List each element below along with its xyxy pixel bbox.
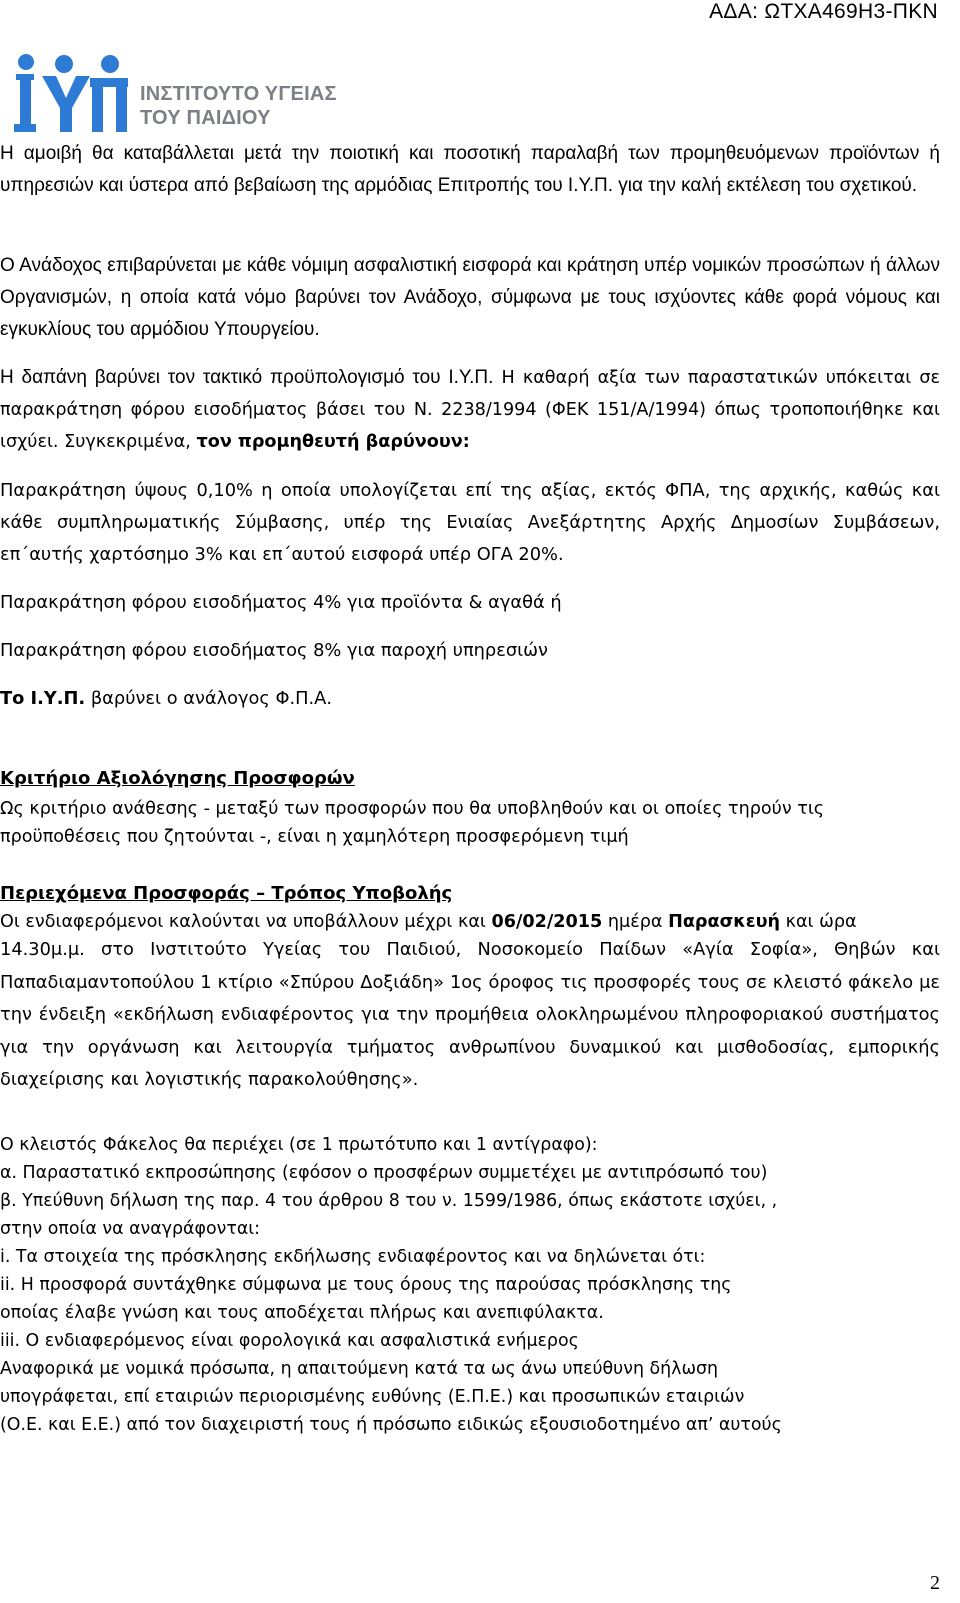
envelope-line: iii. Ο ενδιαφερόμενος είναι φορολογικά και ασφαλιστικά ενήμερος [0,1331,579,1351]
envelope-line: β. Υπεύθυνη δήλωση της παρ. 4 του άρθρου 8 του ν. 1599/1986, όπως εκάστοτε ισχύει, , [0,1191,778,1211]
envelope-line: Αναφορικά με νομικά πρόσωπα, η απαιτούμενη κατά τα ως άνω υπεύθυνη δήλωση [0,1359,719,1379]
submission-day: Παρασκευή [668,912,780,932]
vat-bold: Το Ι.Υ.Π. [0,688,86,709]
criteria-line-1: Ως κριτήριο ανάθεσης - μεταξύ των προσφορών που θα υποβληθούν και οι οποίες τηρούν τις [0,799,825,819]
logo-text [140,82,337,130]
envelope-line: οποίας έλαβε γνώση και τους αποδέχεται πλήρως και ανεπιφύλακτα. [0,1303,604,1323]
paragraph-vat [0,685,332,713]
budget-part-2: Η καθαρή αξία των παραστατικών υπόκειται σε παρακράτηση φόρου εισοδήματος βάσει του Ν. 2238/1994 (ΦΕΚ 151/Α/1994) όπως τροποποιήθηκε και ισχύει. Συγκεκριμένα, [0,368,940,452]
institute-logo [12,52,352,140]
envelope-line: Ο κλειστός Φάκελος θα περιέχει (σε 1 πρωτότυπο και 1 αντίγραφο): [0,1135,598,1155]
budget-part-1: Η δαπάνη βαρύνει τον τακτικό προϋπολογισμό του Ι.Υ.Π. [0,367,494,388]
envelope-line: (Ο.Ε. και Ε.Ε.) από τον διαχειριστή τους ή πρόσωπο ειδικώς εξουσιοδοτημένο απ’ αυτούς [0,1415,782,1435]
submission-date: 06/02/2015 [491,912,603,932]
paragraph-tax-services: Παρακράτηση φόρου εισοδήματος 8% για παροχή υπηρεσιών [0,640,548,661]
submission-heading: Περιεχόμενα Προσφοράς – Τρόπος Υποβολής [0,883,453,904]
envelope-contents [0,1131,940,1439]
page-number: 2 [930,1572,940,1594]
envelope-line: στην οποία να αναγράφονται: [0,1219,261,1239]
paragraph-contractor: Ο Ανάδοχος επιβαρύνεται με κάθε νόμιμη ασφαλιστική εισφορά και κράτηση υπέρ νομικών προσώπων ή άλλων Οργανισμών, η οποία κατά νόμο βαρύνει τον Ανάδοχο, σύμφωνα με τους ισχύοντες κάθε φορά νόμους και εγκυκλίους του αρμόδιου Υπουργείου. [0,255,940,340]
criteria-line-2: προϋποθέσεις που ζητούνται -, είναι η χαμηλότερη προσφερόμενη τιμή [0,827,629,847]
paragraph-withholding: Παρακράτηση ύψους 0,10% η οποία υπολογίζεται επί της αξίας, εκτός ΦΠΑ, της αρχικής, καθώς και κάθε συμπληρωματικής Σύμβασης, υπέρ της Ενιαίας Ανεξάρτητης Αρχής Δημοσίων Συμβάσεων, επ΄αυτής χαρτόσημο 3% και επ΄αυτού εισφορά υπέρ ΟΓΑ 20%. [0,480,940,565]
paragraph-payment: Η αμοιβή θα καταβάλλεται μετά την ποιοτική και ποσοτική παραλαβή των προμηθευόμενων προϊόντων ή υπηρεσιών και ύστερα από βεβαίωση της αρμόδιας Επιτροπής του Ι.Υ.Π. για την καλή εκτέλεση του σχετικού. [0,143,940,196]
submission-text-b: ημέρα [602,912,669,932]
submission-line-1 [0,908,857,936]
envelope-line: i. Τα στοιχεία της πρόσκλησης εκδήλωσης ενδιαφέροντος και να δηλώνεται ότι: [0,1247,706,1267]
logo-line-2: ΤΟΥ ΠΑΙΔΙΟΥ [140,107,271,129]
envelope-line: ii. Η προσφορά συντάχθηκε σύμφωνα με τους όρους της παρούσας πρόσκλησης της [0,1275,732,1295]
paragraph-budget [0,362,940,458]
logo-line-1: ΙΝΣΤΙΤΟΥΤΟ ΥΓΕΙΑΣ [140,83,337,105]
submission-rest: 14.30μ.μ. στο Ινστιτούτο Υγείας του Παιδιού, Νοσοκομείο Παίδων «Αγία Σοφία», Θηβών και Παπαδιαμαντοπούλου 1 κτίριο «Σπύρου Δοξιάδη» 1ος όροφος τις προσφορές τους σε κλειστό φάκελο με την ένδειξη «εκδήλωση ενδιαφέροντος για την προμήθεια ολοκληρωμένου πληροφοριακού συστήματος για την οργάνωση και λειτουργία τμήματος ανθρωπίνου δυναμικού και μισθοδοσίας, εμπορικής διαχείρισης και λογιστικής παρακολούθησης». [0,939,940,1090]
submission-text-a: Οι ενδιαφερόμενοι καλούνται να υποβάλλουν μέχρι και [0,912,492,932]
submission-text-c: και ώρα [780,912,857,932]
logo-mark-text: ΙΥΠ [72,137,76,139]
budget-bold: τον προμηθευτή βαρύνουν: [196,432,470,452]
vat-rest: βαρύνει ο ανάλογος Φ.Π.Α. [85,688,332,709]
criteria-heading: Κριτήριο Αξιολόγησης Προσφορών [0,768,355,789]
paragraph-tax-goods: Παρακράτηση φόρου εισοδήματος 4% για προϊόντα & αγαθά ή [0,592,562,613]
envelope-line: α. Παραστατικό εκπροσώπησης (εφόσον ο προσφέρων συμμετέχει με αντιπρόσωπό του) [0,1163,768,1183]
ada-code: ΑΔΑ: ΩΤΧΑ469Η3-ΠΚΝ [709,0,938,23]
envelope-line: υπογράφεται, επί εταιριών περιορισμένης ευθύνης (Ε.Π.Ε.) και προσωπικών εταιριών [0,1387,745,1407]
logo-mark-icon [12,52,132,140]
